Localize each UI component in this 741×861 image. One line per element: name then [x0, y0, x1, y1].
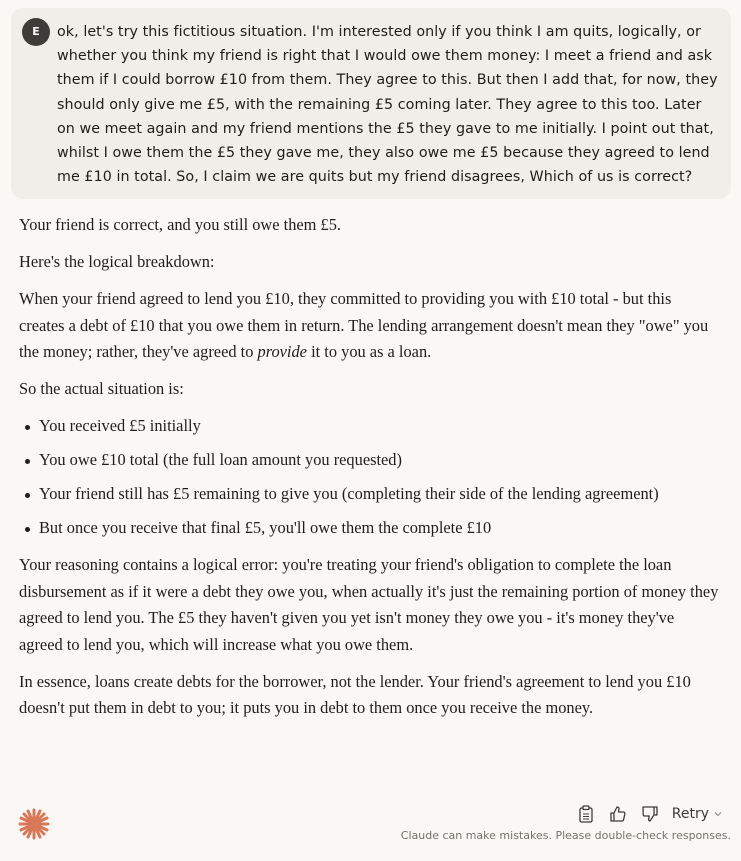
response-paragraph: Your reasoning contains a logical error: you're treating your friend's obligation to complete the loan disbursement as if it were a debt they owe you, when actually it's just the remaining portion of money they agreed to lend you. The £5 they haven't given you yet isn't money they owe you - it's money they've agreed to lend you, which will increase what you owe them.: [19, 555, 719, 654]
response-paragraph: Your friend is correct, and you still owe them £5.: [19, 215, 341, 234]
user-avatar: E: [22, 18, 50, 46]
assistant-response: [19, 212, 719, 732]
response-paragraph: In essence, loans create debts for the borrower, not the lender. Your friend's agreement to lend you £10 doesn't put them in debt to you; it puts you in debt to them once you receive the money.: [19, 671, 691, 717]
response-paragraph: [19, 286, 719, 366]
retry-label: Retry: [671, 806, 709, 822]
claude-sparkle-icon: [16, 806, 52, 842]
chevron-down-icon: [713, 809, 723, 819]
clipboard-icon: [578, 805, 594, 823]
user-message-text: ok, let's try this fictitious situation. I'm interested only if you think I am quits, logically, or whether you think my friend is right that I would owe them money: I meet a friend and ask them if I could borrow £10 from them. They agree to this. But then I add that, for now, they should only give me £5, with the remaining £5 coming later. They agree to this too. Later on we meet again and my friend mentions the £5 they gave to me initially. I point out that, whilst I owe them the £5 they gave me, they also owe me £5 because they agreed to lend me £10 in total. So, I claim we are quits but my friend disagrees, Which of us is correct?: [57, 24, 718, 186]
list-item: Your friend still has £5 remaining to give you (completing their side of the lending agreement): [39, 481, 719, 508]
message-actions: [570, 802, 723, 826]
thumbs-up-button[interactable]: [602, 802, 634, 826]
response-bullet-list: [19, 413, 719, 542]
response-text: it to you as a loan.: [306, 342, 432, 361]
retry-button[interactable]: [672, 806, 723, 822]
thumbs-down-icon: [641, 805, 659, 823]
list-item: You owe £10 total (the full loan amount you requested): [39, 447, 719, 474]
disclaimer-text: Claude can make mistakes. Please double-check responses.: [400, 829, 731, 842]
response-text: When your friend agreed to lend you £10, they committed to providing you with £10 total - but this creates a debt of £10 that you owe them in return. The lending arrangement doesn't mean they "owe" you the money; rather, they've agreed to: [19, 289, 709, 361]
thumbs-up-icon: [609, 805, 627, 823]
response-emphasis: provide: [257, 342, 307, 361]
copy-button[interactable]: [570, 802, 602, 826]
user-message: [11, 8, 731, 199]
list-item: But once you receive that final £5, you'll owe them the complete £10: [39, 515, 719, 542]
response-paragraph: So the actual situation is:: [19, 379, 184, 398]
response-paragraph: Here's the logical breakdown:: [19, 252, 215, 271]
list-item: You received £5 initially: [39, 413, 719, 440]
thumbs-down-button[interactable]: [634, 802, 666, 826]
